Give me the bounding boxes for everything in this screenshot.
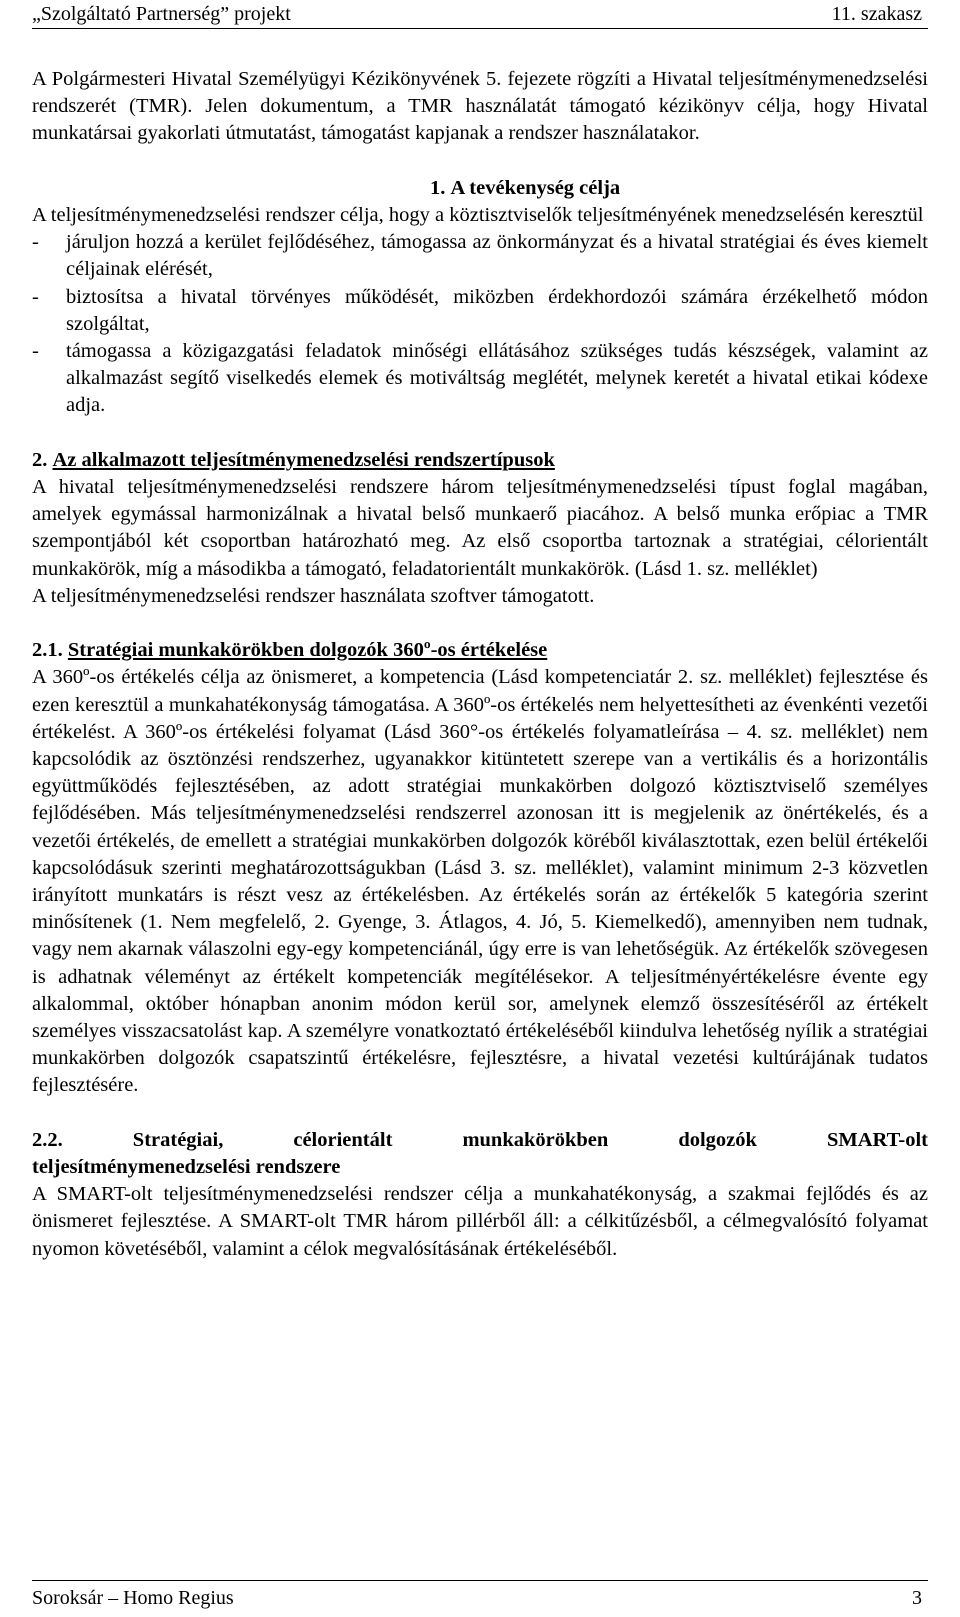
section-1-lead: A teljesítménymenedzselési rendszer célja, hogy a köztisztviselők teljesítményének menedzselésén keresztül bbox=[32, 204, 924, 226]
spacer bbox=[32, 148, 928, 175]
section-2-2-heading-cont bbox=[32, 1154, 928, 1181]
section-2-2-heading bbox=[32, 1127, 928, 1154]
section-2-title: Az alkalmazott teljesítménymenedzselési rendszertípusok bbox=[52, 448, 555, 471]
section-2-2-title-line2: teljesítménymenedzselési rendszere bbox=[32, 1156, 341, 1179]
section-1-title: A tevékenység célja bbox=[450, 176, 621, 199]
list-item-text: támogassa a közigazgatási feladatok minőségi ellátásához szükséges tudás készségek, valamint az alkalmazást segítő viselkedés elemek és motiváltság meglétét, melynek keretét a hivatal etikai kódexe adja. bbox=[66, 340, 928, 417]
section-1-number: 1. bbox=[430, 176, 446, 199]
section-2-note: A teljesítménymenedzselési rendszer használata szoftver támogatott. bbox=[32, 584, 595, 607]
project-title: „Szolgáltató Partnerség” projekt bbox=[32, 3, 291, 25]
document-body bbox=[32, 66, 928, 1263]
section-1-heading bbox=[32, 175, 928, 202]
section-2-number: 2. bbox=[32, 448, 48, 471]
intro-paragraph: A Polgármesteri Hivatal Személyügyi Kézikönyvének 5. fejezete rögzíti a Hivatal teljesítménymenedzselési rendszerét (TMR). Jelen dokumentum, a TMR használatát támogató kézikönyv célja, hogy Hivatal munkatársai gyakorlati útmutatást, támogatást kapjanak a rendszer használatakor. bbox=[32, 68, 928, 145]
spacer bbox=[32, 610, 928, 637]
list-dash: - bbox=[32, 285, 39, 308]
section-2-1-paragraph: A 360º-os értékelés célja az önismeret, a kompetencia (Lásd kompetenciatár 2. sz. melléklet) fejlesztése és ezen keresztül a munkahatékonyság támogatása. A 360º-os értékelés nem helyettesítheti az évenkénti vezetői értékelést. A 360º-os értékelési folyamat (Lásd 360°-os értékelés folyamatleírása – 4. sz. melléklet) nem kapcsolódik az ösztönzési rendszerhez, ugyanakkor kitüntetett szerepe van a vertikális és a horizontális együttműködés fejlesztésében, az adott stratégiai munkakörben dolgozó köztisztviselő személyes fejlődésében. Más teljesítménymenedzselési rendszerrel azonosan itt is megjelenik az önértékelés, és a vezetői értékelés, de emellett a stratégiai munkakörben dolgozók köréből kiválasztottak, ezen belül értékelői kapcsolódásuk szerinti meghatározottságukban (Lásd 3. sz. melléklet), valamint minimum 2-3 közvetlen irányított munkatárs is részt vesz az értékelésben. Az értékelés során az értékelők 5 kategória szerint minősítenek (1. Nem megfelelő, 2. Gyenge, 3. Átlagos, 4. Jó, 5. Kiemelkedő), amennyiben nem tudnak, vagy nem akarnak válaszolni egy-egy kompetenciánál, úgy erre is van lehetőségük. Az értékelők szövegesen is adhatnak véleményt az értékelt kompetenciák megítélésekor. A teljesítményértékelésre évente egy alkalommal, október hónapban anonim módon kerül sor, amelynek elemző összesítéséről az értékelt személyes visszacsatolást kap. A személyre vonatkoztató értékeléséből kiindulva lehetőség nyílik a stratégiai munkakörben dolgozók csapatszintű értékelésre, fejlesztésre, a hivatal vezetési kultúrájának tudatos fejlesztésére. bbox=[32, 666, 928, 1097]
section-2-1-heading bbox=[32, 637, 928, 664]
list-item bbox=[32, 338, 928, 420]
section-2-heading bbox=[32, 447, 928, 474]
footer-text: Soroksár – Homo Regius bbox=[32, 1587, 234, 1609]
section-2-1-number: 2.1. bbox=[32, 639, 63, 662]
spacer bbox=[32, 420, 928, 447]
page-footer bbox=[32, 1580, 928, 1611]
document-page bbox=[32, 0, 928, 1617]
page-number: 3 bbox=[912, 1587, 922, 1609]
section-2-2-paragraph: A SMART-olt teljesítménymenedzselési rendszer célja a munkahatékonyság, a szakmai fejlődés és az önismeret fejlesztése. A SMART-olt TMR három pillérből áll: a célkitűzésből, a célmegvalósító folyamat nyomon követéséből, valamint a célok megvalósításának értékeléséből. bbox=[32, 1183, 928, 1260]
section-2-1-title: Stratégiai munkakörökben dolgozók 360º-os értékelése bbox=[67, 639, 548, 662]
section-2-2-title-line1: Stratégiai, célorientált munkakörökben dolgozók SMART-olt bbox=[132, 1128, 928, 1151]
spacer bbox=[32, 1100, 928, 1127]
list-dash: - bbox=[32, 340, 39, 363]
section-2-paragraph: A hivatal teljesítménymenedzselési rendszere három teljesítménymenedzselési típust foglal magában, amelyek egymással harmonizálnak a hivatal belső munkaerő piacához. A belső munka erőpiac a TMR szempontjából két csoportban határozható meg. Az első csoportba tartoznak a stratégiai, célorientált munkakörök, míg a másodikba a támogató, feladatorientált munkakörök. (Lásd 1. sz. melléklet) bbox=[32, 476, 928, 580]
page-header bbox=[32, 2, 928, 29]
list-item bbox=[32, 284, 928, 338]
list-item-text: biztosítsa a hivatal törvényes működését, miközben érdekhordozói számára érzékelhető módon szolgáltat, bbox=[66, 285, 928, 335]
list-item bbox=[32, 229, 928, 283]
list-item-text: járuljon hozzá a kerület fejlődéséhez, támogassa az önkormányzat és a hivatal stratégiai és éves kiemelt céljainak elérését, bbox=[66, 231, 928, 281]
list-dash: - bbox=[32, 231, 39, 254]
section-2-2-number: 2.2. bbox=[32, 1128, 63, 1151]
section-label: 11. szakasz bbox=[831, 3, 922, 25]
